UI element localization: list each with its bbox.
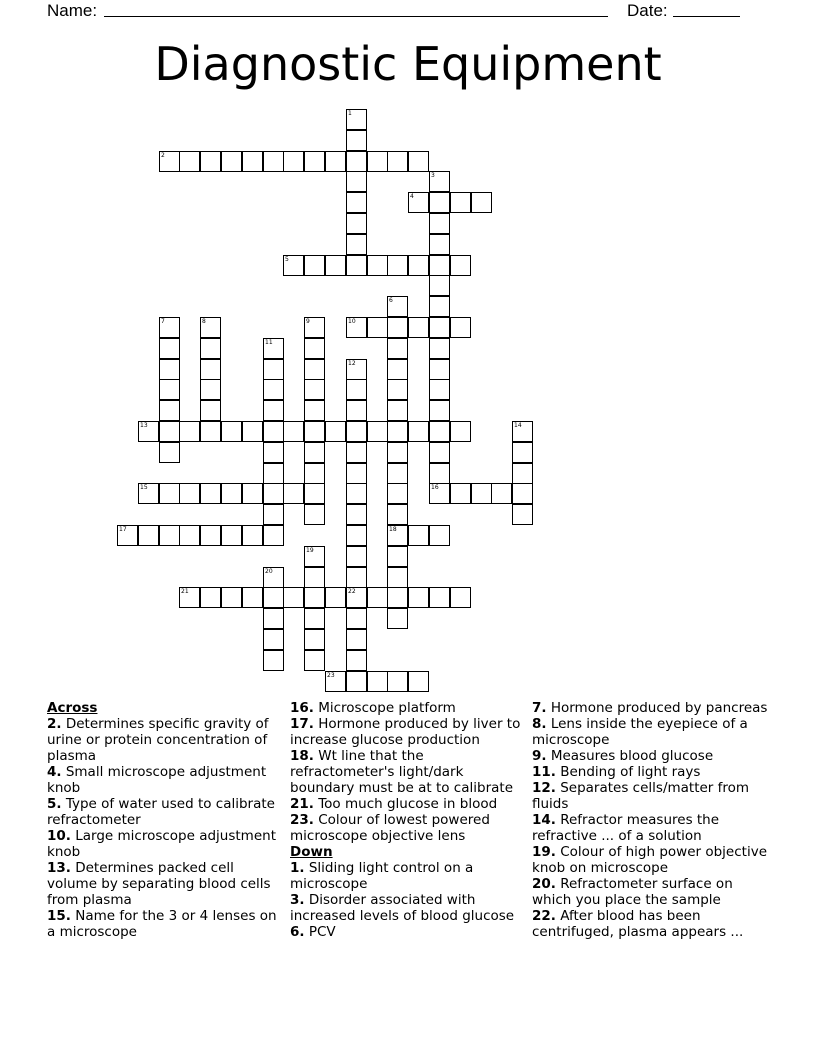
crossword-cell[interactable]	[179, 525, 200, 546]
crossword-cell[interactable]	[408, 525, 429, 546]
crossword-cell[interactable]	[346, 421, 367, 442]
crossword-cell[interactable]	[200, 359, 221, 380]
clue-across-17: 17. Hormone produced by liver to increase glucose production	[290, 716, 521, 748]
clues-column-3	[532, 700, 770, 940]
crossword-cell[interactable]	[304, 338, 325, 359]
crossword-cell[interactable]	[200, 338, 221, 359]
crossword-cell[interactable]	[471, 483, 492, 504]
crossword-cell[interactable]	[159, 359, 180, 380]
crossword-cell[interactable]	[221, 421, 242, 442]
crossword-cell[interactable]	[221, 525, 242, 546]
crossword-cell[interactable]	[387, 483, 408, 504]
crossword-cell[interactable]	[242, 421, 263, 442]
date-label: Date:	[627, 1, 668, 20]
crossword-cell[interactable]	[429, 400, 450, 421]
crossword-cell[interactable]	[429, 421, 450, 442]
crossword-cell[interactable]	[346, 650, 367, 671]
crossword-cell[interactable]	[346, 359, 367, 380]
crossword-cell[interactable]	[304, 421, 325, 442]
crossword-cell[interactable]	[346, 442, 367, 463]
date-input-line[interactable]	[673, 16, 740, 17]
clue-down-14: 14. Refractor measures the refractive ... of a solution	[532, 812, 720, 844]
crossword-cell[interactable]	[346, 629, 367, 650]
crossword-cell[interactable]	[387, 400, 408, 421]
clue-number: 22	[348, 588, 356, 595]
crossword-cell[interactable]	[408, 671, 429, 692]
crossword-cell[interactable]	[408, 421, 429, 442]
crossword-cell[interactable]	[429, 338, 450, 359]
crossword-cell[interactable]	[367, 587, 388, 608]
crossword-cell[interactable]	[450, 192, 471, 213]
crossword-cell[interactable]	[346, 109, 367, 130]
crossword-cell[interactable]	[367, 151, 388, 172]
crossword-cell[interactable]	[346, 608, 367, 629]
crossword-cell[interactable]	[346, 130, 367, 151]
crossword-cell[interactable]	[283, 255, 304, 276]
crossword-cell[interactable]	[429, 296, 450, 317]
crossword-cell[interactable]	[429, 192, 450, 213]
across-heading: Across	[47, 700, 98, 716]
clue-number: 17	[119, 526, 127, 533]
crossword-cell[interactable]	[304, 442, 325, 463]
crossword-cell[interactable]	[387, 671, 408, 692]
crossword-cell[interactable]	[304, 400, 325, 421]
crossword-cell[interactable]	[325, 255, 346, 276]
crossword-cell[interactable]	[429, 255, 450, 276]
crossword-cell[interactable]	[304, 608, 325, 629]
clue-across-5: 5. Type of water used to calibrate refractometer	[47, 796, 275, 828]
crossword-cell[interactable]	[512, 483, 533, 504]
clue-number: 5	[285, 256, 289, 263]
crossword-cell[interactable]	[200, 317, 221, 338]
crossword-cell[interactable]	[429, 359, 450, 380]
crossword-cell[interactable]	[283, 483, 304, 504]
crossword-cell[interactable]	[159, 317, 180, 338]
clues-column-1	[47, 700, 282, 940]
crossword-cell[interactable]	[263, 379, 284, 400]
clues-column-2	[290, 700, 525, 940]
crossword-cell[interactable]	[325, 587, 346, 608]
clue-across-13: 13. Determines packed cell volume by separating blood cells from plasma	[47, 860, 271, 908]
crossword-cell[interactable]	[263, 463, 284, 484]
clue-number: 4	[410, 193, 414, 200]
crossword-cell[interactable]	[367, 317, 388, 338]
clue-across-15: 15. Name for the 3 or 4 lenses on a microscope	[47, 908, 277, 940]
crossword-cell[interactable]	[304, 483, 325, 504]
crossword-cell[interactable]	[429, 483, 450, 504]
crossword-cell[interactable]	[450, 587, 471, 608]
crossword-cell[interactable]	[138, 483, 159, 504]
crossword-cell[interactable]	[263, 442, 284, 463]
crossword-cell[interactable]	[387, 359, 408, 380]
crossword-cell[interactable]	[429, 171, 450, 192]
crossword-cell[interactable]	[200, 400, 221, 421]
clue-number: 7	[161, 318, 165, 325]
crossword-cell[interactable]	[429, 442, 450, 463]
clue-number: 12	[348, 360, 356, 367]
clue-across-10: 10. Large microscope adjustment knob	[47, 828, 276, 860]
crossword-cell[interactable]	[159, 400, 180, 421]
crossword-cell[interactable]	[263, 587, 284, 608]
crossword-cell[interactable]	[387, 587, 408, 608]
page-title: Diagnostic Equipment	[154, 37, 662, 91]
clue-number: 1	[348, 110, 352, 117]
crossword-cell[interactable]	[159, 338, 180, 359]
crossword-cell[interactable]	[408, 255, 429, 276]
crossword-cell[interactable]	[179, 587, 200, 608]
crossword-cell[interactable]	[346, 213, 367, 234]
crossword-cell[interactable]	[346, 171, 367, 192]
crossword-cell[interactable]	[429, 234, 450, 255]
crossword-cell[interactable]	[387, 317, 408, 338]
crossword-cell[interactable]	[263, 608, 284, 629]
crossword-cell[interactable]	[304, 151, 325, 172]
crossword-cell[interactable]	[200, 483, 221, 504]
crossword-cell[interactable]	[200, 379, 221, 400]
clue-number: 6	[389, 297, 393, 304]
crossword-cell[interactable]	[304, 546, 325, 567]
clue-number: 20	[265, 568, 273, 575]
crossword-cell[interactable]	[429, 213, 450, 234]
clue-down-6: 6. PCV	[290, 924, 336, 940]
crossword-cell[interactable]	[346, 504, 367, 525]
crossword-cell[interactable]	[263, 504, 284, 525]
clue-down-19: 19. Colour of high power objective knob on microscope	[532, 844, 768, 876]
crossword-cell[interactable]	[304, 650, 325, 671]
crossword-cell[interactable]	[346, 483, 367, 504]
crossword-cell[interactable]	[325, 151, 346, 172]
crossword-cell[interactable]	[450, 255, 471, 276]
crossword-cell[interactable]	[304, 359, 325, 380]
crossword-cell[interactable]	[387, 463, 408, 484]
crossword-cell[interactable]	[221, 151, 242, 172]
name-label: Name:	[47, 1, 98, 20]
crossword-cell[interactable]	[117, 525, 138, 546]
crossword-cell[interactable]	[263, 400, 284, 421]
crossword-cell[interactable]	[263, 650, 284, 671]
clue-number: 14	[514, 422, 522, 429]
crossword-cell[interactable]	[263, 338, 284, 359]
clue-across-16: 16. Microscope platform	[290, 700, 456, 716]
crossword-cell[interactable]	[283, 421, 304, 442]
clue-number: 13	[140, 422, 148, 429]
clue-down-22: 22. After blood has been centrifuged, plasma appears ...	[532, 908, 744, 940]
clue-down-3: 3. Disorder associated with increased levels of blood glucose	[290, 892, 515, 924]
crossword-cell[interactable]	[221, 587, 242, 608]
crossword-cell[interactable]	[367, 255, 388, 276]
crossword-cell[interactable]	[304, 567, 325, 588]
crossword-cell[interactable]	[408, 317, 429, 338]
crossword-cell[interactable]	[200, 151, 221, 172]
crossword-cell[interactable]	[263, 567, 284, 588]
crossword-cell[interactable]	[387, 255, 408, 276]
clue-across-4: 4. Small microscope adjustment knob	[47, 764, 267, 796]
crossword-cell[interactable]	[263, 421, 284, 442]
crossword-cell[interactable]	[263, 525, 284, 546]
crossword-cell[interactable]	[179, 483, 200, 504]
crossword-cell[interactable]	[221, 483, 242, 504]
crossword-cell[interactable]	[138, 421, 159, 442]
crossword-cell[interactable]	[200, 421, 221, 442]
clue-down-12: 12. Separates cells/matter from fluids	[532, 780, 750, 812]
crossword-cell[interactable]	[304, 379, 325, 400]
clue-across-21: 21. Too much glucose in blood	[290, 796, 498, 812]
crossword-cell[interactable]	[387, 442, 408, 463]
clue-down-11: 11. Bending of light rays	[532, 764, 701, 780]
crossword-cell[interactable]	[408, 587, 429, 608]
crossword-cell[interactable]	[429, 317, 450, 338]
crossword-cell[interactable]	[346, 546, 367, 567]
crossword-cell[interactable]	[179, 421, 200, 442]
crossword-cell[interactable]	[304, 255, 325, 276]
clue-down-20: 20. Refractometer surface on which you place the sample	[532, 876, 733, 908]
clue-across-23: 23. Colour of lowest powered microscope objective lens	[290, 812, 490, 844]
crossword-cell[interactable]	[491, 483, 512, 504]
crossword-cell[interactable]	[346, 587, 367, 608]
crossword-cell[interactable]	[387, 338, 408, 359]
crossword-cell[interactable]	[346, 400, 367, 421]
crossword-cell[interactable]	[429, 525, 450, 546]
crossword-cell[interactable]	[367, 421, 388, 442]
crossword-cell[interactable]	[179, 151, 200, 172]
crossword-cell[interactable]	[283, 587, 304, 608]
clue-down-7: 7. Hormone produced by pancreas	[532, 700, 768, 716]
crossword-cell[interactable]	[304, 463, 325, 484]
crossword-cell[interactable]	[387, 546, 408, 567]
clue-number: 9	[306, 318, 310, 325]
clue-number: 19	[306, 547, 314, 554]
crossword-cell[interactable]	[346, 255, 367, 276]
crossword-cell[interactable]	[346, 379, 367, 400]
crossword-cell[interactable]	[346, 671, 367, 692]
crossword-cell[interactable]	[263, 629, 284, 650]
crossword-cell[interactable]	[429, 587, 450, 608]
down-heading: Down	[290, 844, 333, 860]
crossword-cell[interactable]	[346, 151, 367, 172]
name-input-line[interactable]	[104, 16, 608, 17]
clue-number: 16	[431, 484, 439, 491]
clue-number: 23	[327, 672, 335, 679]
crossword-cell[interactable]	[346, 567, 367, 588]
crossword-cell[interactable]	[387, 151, 408, 172]
crossword-cell[interactable]	[367, 671, 388, 692]
crossword-cell[interactable]	[450, 483, 471, 504]
clue-number: 15	[140, 484, 148, 491]
clue-number: 18	[389, 526, 397, 533]
crossword-cell[interactable]	[325, 671, 346, 692]
crossword-cell[interactable]	[283, 151, 304, 172]
crossword-cell[interactable]	[304, 629, 325, 650]
crossword-cell[interactable]	[200, 525, 221, 546]
clue-down-9: 9. Measures blood glucose	[532, 748, 714, 764]
clue-number: 3	[431, 172, 435, 179]
clue-number: 10	[348, 318, 356, 325]
crossword-cell[interactable]	[512, 463, 533, 484]
clue-number: 11	[265, 339, 273, 346]
crossword-cell[interactable]	[387, 608, 408, 629]
crossword-cell[interactable]	[159, 421, 180, 442]
crossword-cell[interactable]	[387, 421, 408, 442]
crossword-cell[interactable]	[242, 525, 263, 546]
crossword-cell[interactable]	[346, 317, 367, 338]
crossword-cell[interactable]	[304, 317, 325, 338]
crossword-cell[interactable]	[387, 296, 408, 317]
clue-down-1: 1. Sliding light control on a microscope	[290, 860, 474, 892]
crossword-cell[interactable]	[512, 504, 533, 525]
clue-across-18: 18. Wt line that the refractometer's light/dark boundary must be at to calibrate	[290, 748, 513, 796]
crossword-cell[interactable]	[450, 421, 471, 442]
crossword-cell[interactable]	[387, 525, 408, 546]
crossword-cell[interactable]	[408, 151, 429, 172]
clue-down-8: 8. Lens inside the eyepiece of a microscope	[532, 716, 748, 748]
crossword-cell[interactable]	[471, 192, 492, 213]
crossword-cell[interactable]	[138, 525, 159, 546]
crossword-cell[interactable]	[346, 234, 367, 255]
crossword-cell[interactable]	[242, 151, 263, 172]
crossword-cell[interactable]	[387, 567, 408, 588]
crossword-cell[interactable]	[159, 442, 180, 463]
crossword-cell[interactable]	[346, 463, 367, 484]
crossword-cell[interactable]	[263, 359, 284, 380]
crossword-cell[interactable]	[263, 483, 284, 504]
crossword-cell[interactable]	[429, 275, 450, 296]
crossword-cell[interactable]	[387, 504, 408, 525]
clue-number: 21	[181, 588, 189, 595]
crossword-cell[interactable]	[408, 192, 429, 213]
crossword-cell[interactable]	[429, 463, 450, 484]
crossword-cell[interactable]	[512, 421, 533, 442]
crossword-cell[interactable]	[159, 483, 180, 504]
crossword-cell[interactable]	[159, 525, 180, 546]
clue-number: 8	[202, 318, 206, 325]
clue-number: 2	[161, 152, 165, 159]
crossword-cell[interactable]	[450, 317, 471, 338]
crossword-cell[interactable]	[429, 379, 450, 400]
crossword-cell[interactable]	[263, 151, 284, 172]
crossword-cell[interactable]	[325, 421, 346, 442]
crossword-cell[interactable]	[346, 525, 367, 546]
crossword-cell[interactable]	[346, 192, 367, 213]
crossword-cell[interactable]	[387, 379, 408, 400]
crossword-cell[interactable]	[242, 483, 263, 504]
clue-across-2: 2. Determines specific gravity of urine or protein concentration of plasma	[47, 716, 269, 764]
crossword-cell[interactable]	[304, 587, 325, 608]
crossword-cell[interactable]	[200, 587, 221, 608]
crossword-cell[interactable]	[159, 151, 180, 172]
crossword-cell[interactable]	[512, 442, 533, 463]
crossword-cell[interactable]	[242, 587, 263, 608]
crossword-cell[interactable]	[304, 504, 325, 525]
crossword-cell[interactable]	[159, 379, 180, 400]
